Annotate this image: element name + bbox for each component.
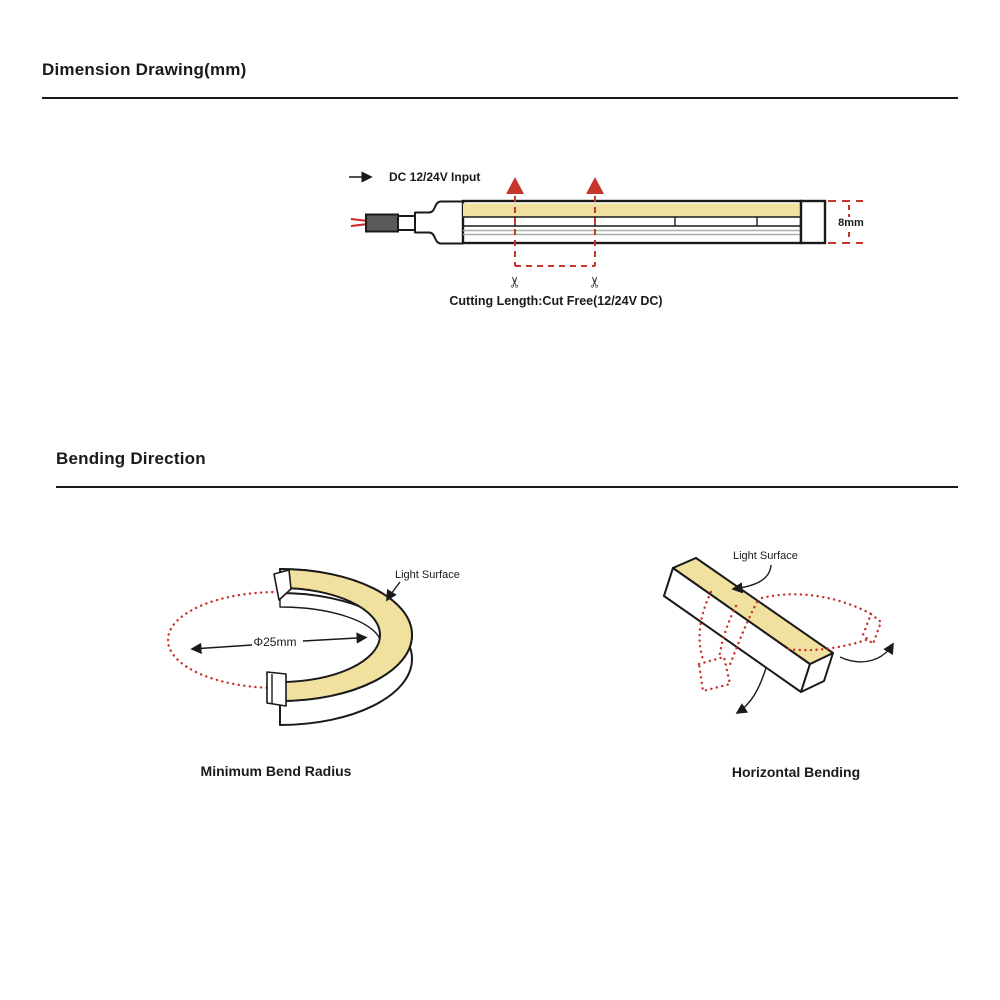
led-strip-body xyxy=(463,201,825,243)
dimension-section-title: Dimension Drawing(mm) xyxy=(42,60,247,79)
bend-arrow-down-left xyxy=(737,668,766,713)
light-surface-label-left: Light Surface xyxy=(395,569,460,581)
phi-diameter-label: Φ25mm xyxy=(253,635,297,649)
strip-bottom-end-face xyxy=(267,672,286,706)
horizontal-bending-figure xyxy=(664,558,893,713)
light-surface-label-right: Light Surface xyxy=(733,550,798,562)
light-surface-leader-right xyxy=(733,565,771,589)
bend-arrow-right xyxy=(840,644,893,662)
cable-jacket xyxy=(366,215,398,232)
strip-light-band xyxy=(463,204,801,217)
cable-ferrule xyxy=(398,216,415,230)
scissors-icon: ✂ xyxy=(506,275,524,289)
input-label: DC 12/24V Input xyxy=(389,170,481,184)
min-bend-caption: Minimum Bend Radius xyxy=(200,763,352,779)
dimension-title-rule xyxy=(42,97,958,99)
diameter-arrow-right xyxy=(303,638,366,642)
cutting-length-label: Cutting Length:Cut Free(12/24V DC) xyxy=(449,294,663,308)
cut-arrow-right xyxy=(586,177,604,194)
bending-section-title: Bending Direction xyxy=(56,449,206,468)
bend-left-end-face xyxy=(699,657,730,691)
input-connector xyxy=(415,202,463,244)
bending-title-rule xyxy=(56,486,958,488)
bend-right-upper-edge xyxy=(762,594,871,614)
power-cable xyxy=(351,215,415,232)
strip-bar xyxy=(664,558,833,692)
scissors-icon: ✂ xyxy=(586,275,604,289)
light-surface-leader-left xyxy=(387,582,400,600)
horizontal-bend-caption: Horizontal Bending xyxy=(731,764,861,780)
cut-arrow-left xyxy=(506,177,524,194)
diameter-arrow-left xyxy=(192,645,252,649)
width-dimension-label: 8mm xyxy=(838,217,864,229)
strip-end-cap xyxy=(801,201,825,243)
